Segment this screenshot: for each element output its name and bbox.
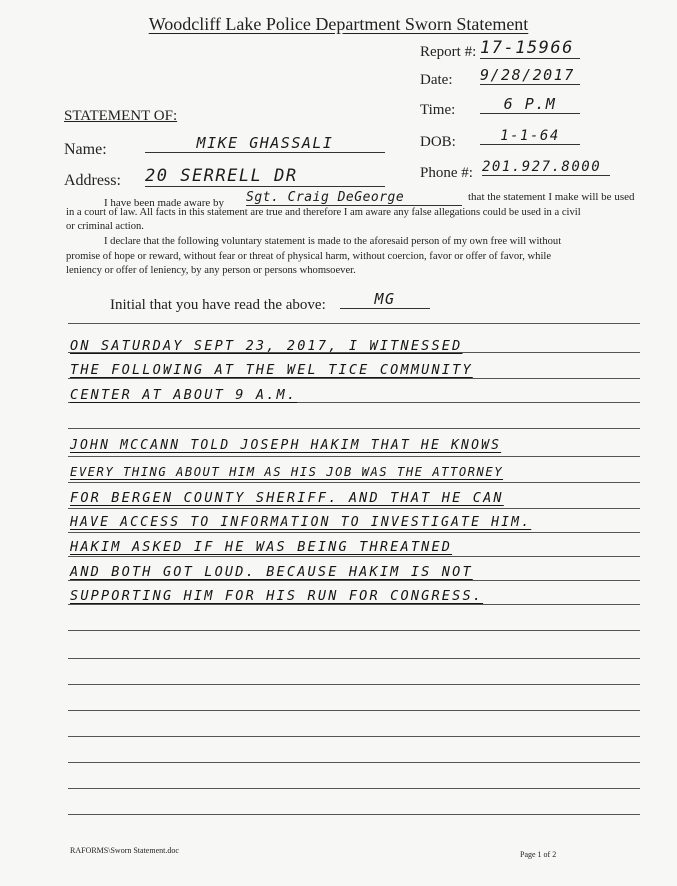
aware-prefix: I have been made aware by — [104, 197, 225, 209]
dob-label: DOB: — [420, 134, 456, 150]
statement-line: HAKIM ASKED IF HE WAS BEING THREATNED — [70, 539, 453, 555]
statement-line: FOR BERGEN COUNTY SHERIFF. AND THAT HE CAN — [70, 490, 504, 506]
date-label: Date: — [420, 72, 453, 88]
ruled-line — [68, 556, 640, 557]
ruled-line — [68, 508, 640, 509]
dob-value: 1-1-64 — [480, 128, 580, 145]
ruled-line — [68, 762, 640, 763]
phone-label: Phone #: — [420, 165, 473, 181]
declare-line-2: promise of hope or reward, without fear or threat of physical harm, without coercion, favor or offer of favor, while — [66, 251, 552, 262]
ruled-line — [68, 428, 640, 429]
phone-value: 201.927.8000 — [482, 159, 610, 176]
officer-value: Sgt. Craig DeGeorge — [246, 190, 462, 206]
name-label: Name: — [64, 141, 107, 158]
ruled-line — [68, 456, 640, 457]
statement-of-label: STATEMENT OF: — [64, 108, 178, 124]
date-value: 9/28/2017 — [480, 66, 580, 85]
aware-suffix: that the statement I make will be used — [468, 191, 635, 203]
statement-line: CENTER AT ABOUT 9 A.M. — [70, 387, 298, 403]
statement-line: AND BOTH GOT LOUD. BECAUSE HAKIM IS NOT — [70, 564, 473, 580]
address-label: Address: — [64, 172, 121, 189]
ruled-line — [68, 482, 640, 483]
ruled-line — [68, 814, 640, 815]
name-value: MIKE GHASSALI — [145, 134, 385, 153]
aware-line-3: or criminal action. — [66, 221, 144, 232]
statement-line: ON SATURDAY SEPT 23, 2017, I WITNESSED — [70, 338, 463, 354]
ruled-line — [68, 604, 640, 605]
ruled-line — [68, 684, 640, 685]
footer-filename: RAFORMS\Sworn Statement.doc — [70, 846, 179, 855]
declare-line-3: leniency or offer of leniency, by any person or persons whomsoever. — [66, 265, 356, 276]
address-value: 20 SERRELL DR — [145, 166, 385, 187]
ruled-line — [68, 736, 640, 737]
form-title-text: Woodcliff Lake Police Department Sworn Statement — [148, 14, 529, 34]
statement-line: JOHN MCCANN TOLD JOSEPH HAKIM THAT HE KNOWS — [70, 438, 502, 453]
report-number-value: 17-15966 — [480, 38, 580, 59]
statement-line: THE FOLLOWING AT THE WEL TICE COMMUNITY — [70, 362, 473, 378]
statement-line: HAVE ACCESS TO INFORMATION TO INVESTIGATE HIM. — [70, 515, 532, 530]
time-label: Time: — [420, 102, 456, 118]
ruled-line — [68, 788, 640, 789]
ruled-line — [68, 580, 640, 581]
ruled-line — [68, 658, 640, 659]
aware-line-2: in a court of law. All facts in this statement are true and therefore I am aware any false allegations could be used in a civil — [66, 207, 581, 218]
initial-label: Initial that you have read the above: — [110, 297, 326, 313]
ruled-line — [68, 532, 640, 533]
ruled-line — [68, 710, 640, 711]
footer-page-number: Page 1 of 2 — [520, 850, 557, 859]
time-value: 6 P.M — [480, 95, 580, 114]
statement-line: EVERY THING ABOUT HIM AS HIS JOB WAS THE ATTORNEY — [70, 465, 504, 479]
ruled-line — [68, 630, 640, 631]
ruled-line — [68, 323, 640, 324]
ruled-line — [68, 378, 640, 379]
statement-line: SUPPORTING HIM FOR HIS RUN FOR CONGRESS. — [70, 588, 484, 604]
report-number-label: Report #: — [420, 44, 477, 60]
form-title — [0, 14, 677, 35]
declare-line-1: I declare that the following voluntary statement is made to the aforesaid person of my own free will without — [104, 236, 562, 247]
initial-value: MG — [340, 290, 430, 309]
